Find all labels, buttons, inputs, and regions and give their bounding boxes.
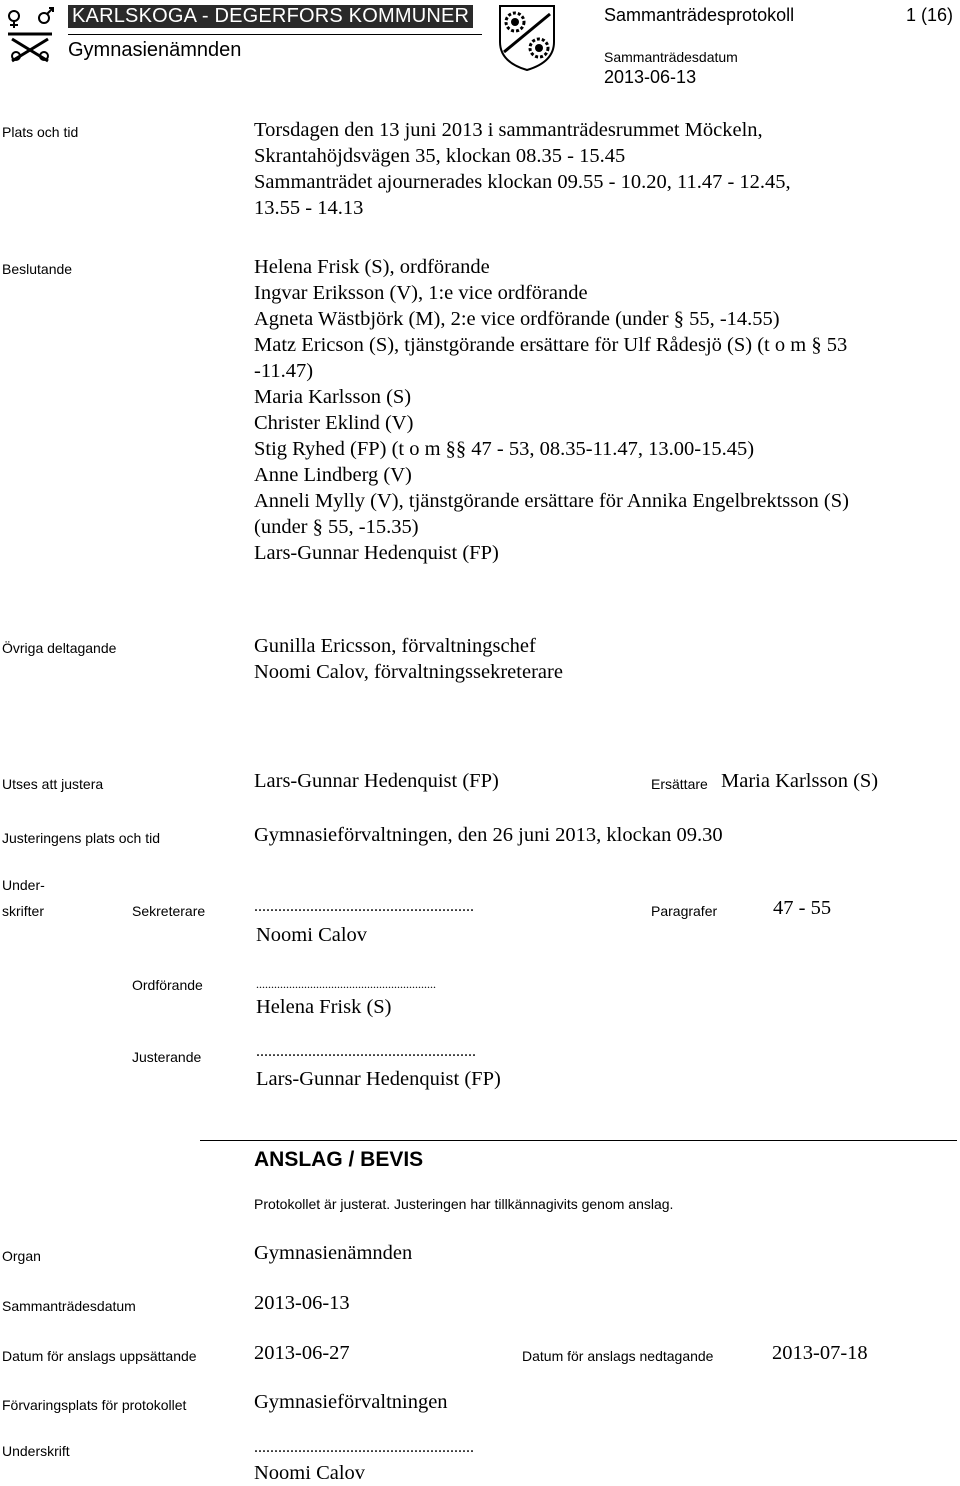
decision-member: Anne Lindberg (V)	[254, 464, 412, 486]
place-line: Skrantahöjdsvägen 35, klockan 08.35 - 15.45	[254, 145, 626, 167]
header-date-value: 2013-06-13	[604, 67, 697, 87]
place-line: Torsdagen den 13 juni 2013 i sammanträdesrummet Möckeln,	[254, 119, 763, 141]
paragraphs-label: Paragrafer	[651, 903, 718, 919]
other-participant: Noomi Calov, förvaltningssekreterare	[254, 661, 563, 683]
place-line: Sammanträdet ajournerades klockan 09.55 - 10.20, 11.47 - 12.45,	[254, 171, 791, 193]
notice-date-value: 2013-06-13	[254, 1292, 350, 1314]
adjust-place-value: Gymnasieförvaltningen, den 26 juni 2013, klockan 09.30	[254, 824, 723, 846]
gears-shield-crest-icon	[496, 2, 558, 72]
adjuster-value: Lars-Gunnar Hedenquist (FP)	[254, 770, 499, 792]
substitute-value: Maria Karlsson (S)	[721, 770, 879, 792]
adjuster-signature-label: Justerande	[132, 1049, 202, 1065]
page-indicator: 1 (16)	[906, 5, 954, 25]
notice-date-label: Sammanträdesdatum	[2, 1298, 136, 1314]
decision-member: Stig Ryhed (FP) (t o m §§ 47 - 53, 08.35-11.47, 13.00-15.45)	[254, 438, 755, 460]
others-label: Övriga deltagande	[2, 640, 117, 656]
signatures-label-line1: Under-	[2, 877, 45, 893]
removed-date-label: Datum för anslags nedtagande	[522, 1348, 714, 1364]
posted-date-value: 2013-06-27	[254, 1342, 350, 1364]
chair-dots: ............................................................	[256, 977, 436, 991]
chair-name: Helena Frisk (S)	[256, 996, 392, 1018]
storage-label: Förvaringsplats för protokollet	[2, 1397, 187, 1413]
decision-member: -11.47)	[254, 360, 314, 382]
notice-signature-label: Underskrift	[2, 1443, 70, 1459]
place-line: 13.55 - 14.13	[254, 197, 364, 219]
board-name: Gymnasienämnden	[68, 39, 242, 61]
substitute-label: Ersättare	[651, 776, 708, 792]
decision-member: Maria Karlsson (S)	[254, 386, 412, 408]
decision-member: Ingvar Eriksson (V), 1:e vice ordförande	[254, 282, 588, 304]
secretary-label: Sekreterare	[132, 903, 206, 919]
other-participant: Gunilla Ericsson, förvaltningschef	[254, 635, 536, 657]
secretary-name: Noomi Calov	[256, 924, 368, 946]
notice-signature-dots: .......................................................	[254, 1439, 474, 1456]
paragraphs-value: 47 - 55	[773, 897, 832, 919]
organ-label: Organ	[2, 1248, 41, 1264]
decision-member: Lars-Gunnar Hedenquist (FP)	[254, 542, 499, 564]
notice-statement: Protokollet är justerat. Justeringen har tillkännagivits genom anslag.	[254, 1196, 674, 1212]
header-rule	[68, 34, 482, 35]
place-label: Plats och tid	[2, 124, 79, 140]
notice-title: ANSLAG / BEVIS	[254, 1148, 424, 1171]
header-date-label: Sammanträdesdatum	[604, 49, 738, 65]
decision-label: Beslutande	[2, 261, 73, 277]
others-block	[254, 633, 563, 685]
posted-date-label: Datum för anslags uppsättande	[2, 1348, 197, 1364]
decision-member: Christer Eklind (V)	[254, 412, 414, 434]
decision-member: Agneta Wästbjörk (M), 2:e vice ordförande (under § 55, -14.55)	[254, 308, 780, 330]
decision-member: (under § 55, -15.35)	[254, 516, 419, 538]
decision-block	[254, 254, 849, 566]
municipality-name: KARLSKOGA - DEGERFORS KOMMUNER	[68, 5, 473, 28]
place-block	[254, 117, 791, 221]
secretary-dots: .......................................................	[254, 898, 474, 915]
notice-signature-name: Noomi Calov	[254, 1462, 366, 1484]
decision-member: Helena Frisk (S), ordförande	[254, 256, 490, 278]
signatures-label-line2: skrifter	[2, 903, 44, 919]
organ-value: Gymnasienämnden	[254, 1242, 413, 1264]
decision-member: Matz Ericson (S), tjänstgörande ersättare för Ulf Rådesjö (S) (t o m § 53	[254, 334, 848, 356]
document-type: Sammanträdesprotokoll	[604, 5, 795, 25]
gender-symbols-crest-icon	[2, 6, 58, 66]
adjuster-signature-name: Lars-Gunnar Hedenquist (FP)	[256, 1068, 501, 1090]
adjuster-signature-dots: .......................................................	[256, 1043, 476, 1060]
removed-date-value: 2013-07-18	[772, 1342, 868, 1364]
storage-value: Gymnasieförvaltningen	[254, 1391, 448, 1413]
notice-divider	[200, 1140, 957, 1141]
adjuster-label: Utses att justera	[2, 776, 104, 792]
chair-label: Ordförande	[132, 977, 203, 993]
decision-member: Anneli Mylly (V), tjänstgörande ersättare för Annika Engelbrektsson (S)	[254, 490, 849, 512]
adjust-place-label: Justeringens plats och tid	[2, 830, 160, 846]
